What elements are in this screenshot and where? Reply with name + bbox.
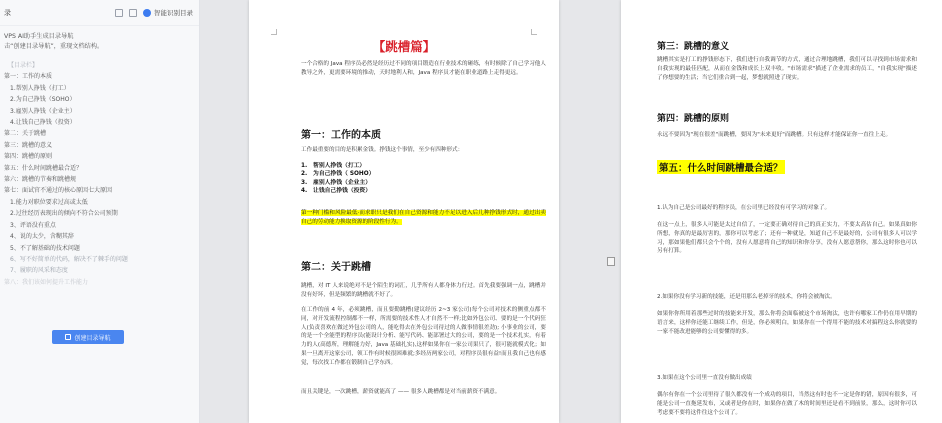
smart-toc-label: 智能识别目录 [154, 9, 193, 17]
paragraph: 永远不要因为"现在很差"而跳槽，要因为"未来更好"而跳槽。只有这样才能保证你一直往上走。 [657, 132, 892, 138]
toc-item[interactable]: 3.雇别人挣钱（企业主） [10, 107, 76, 115]
toc-item[interactable]: 第三：跳槽的意义 [4, 141, 53, 149]
intro-paragraph: 一个合格的 Java 程序员必然是经历过不同的项目锻造在行业技术的砸练，有时候除了自己学习他人教导之外，更需要环境的推动，天时地利人和，Java 程序员才能在职业道路上走得更远。 [301, 61, 546, 76]
toc-placeholder: 【目录栏】 [8, 62, 39, 69]
paragraph: 而且关键是，一次跳槽，薪资就能高了 —— 很多人跳槽都是对当前薪资不满意。 [301, 389, 501, 395]
toc-item[interactable]: 2.为自己挣钱（SOHO） [10, 96, 76, 104]
paragraph: 工作最重要的目的是积累金钱。挣钱这个事情，至少有四种形式： [301, 147, 464, 153]
smart-toc-button[interactable] [143, 8, 193, 17]
toc-item[interactable]: 第四：跳槽的原则 [4, 153, 53, 161]
ai-tip-line2: 击“创建目录导航”，重现文档结构。 [4, 43, 104, 50]
paragraph: 在工作的前 4 年，必须跳槽，而且要勤跳槽(建议经历 2~3 家公司)每个公司对技术的侧重点都不同，对开发流程控制都不一样，所需要的技术性人才自然不一样;比如外包公司、要的是一个代码狂人(负责喜欢在做过外包公司的人，能吃得去在外包公司待过的人做事情很差劲); 小事业的公司，要的是一个全能型的程序员(能设计分析、能写代码、能部署过大的公司，要的是一个技术扎实，有着力的人(高德所，理解能力好，Java 基础扎实),这样如果你在一家公司果只了，很可能就模式化；如果一旦离开这家公司，领工作有时候很困难就;多经历两家公司，对程序员很有益!而且我自己也有感觉，每次找工作都在锻制自己学东西。 [301, 307, 546, 366]
sidebar-title: 录 [4, 8, 11, 17]
list-item: 2. 为自己挣钱（ SOHO） [301, 171, 375, 178]
smart-toc-icon [143, 9, 151, 17]
sidebar-toolbar [115, 8, 193, 17]
toc-item[interactable]: 第七：面试官不通过的核心原因七大原因 [4, 187, 113, 195]
paragraph: 跳槽，对 IT 人来说绝对不是个陌生的词汇，几乎所有人都身体力行过。首先我要强调一点，跳槽并没有好坏，但是频繁的跳槽就不好了。 [301, 283, 546, 298]
paragraph: 1.认为自己是公司最好的程序员，在公司里已经没有可学习的对象了。 [657, 205, 831, 211]
toc-item[interactable]: 第二：关于跳槽 [4, 130, 47, 138]
create-toc-button[interactable] [52, 330, 124, 344]
comment-icon[interactable] [607, 257, 615, 266]
highlight-text: 第一种门槛和风险最低·而求职只是我们在自己资源和能力不足以进入后几种挣钱形式时，通过出卖自己的劳动能力换取资源的阶段性行为。 [301, 210, 546, 225]
earning-list [301, 162, 375, 195]
paragraph: 在这一点上，很多人可能是太过自信了，一定要正确对待自己的真正实力，不要太高估自己。如果真如你所想，你真的是最厉害的，那你可以考虑了；还有一种就是，知道自己不是最好的，公司有很多人可以学习，那如果他们都只会个个的，没有人愿意将自己的知识和你分享，没有人愿意帮你，那么这时你也可以另有打算。 [657, 222, 917, 255]
toc-item[interactable]: 4.让钱自己挣钱（投资） [10, 119, 76, 127]
create-toc-label: 创建目录导航 [74, 334, 111, 342]
document-page-2 [621, 0, 942, 423]
toc-item[interactable]: 6、写不好简单的代码，解决不了棘手的问题 [10, 255, 128, 263]
heading-work-essence: 第一：工作的本质 [301, 130, 381, 141]
document-page-1 [249, 0, 559, 423]
ai-tip [0, 26, 199, 58]
toc-item[interactable]: 1.能力对职位要求过高或太低 [10, 198, 88, 206]
page-corner-mark [531, 29, 537, 35]
paragraph: 2.如果你没有学习新的技能，还是用那么老掉牙的技术，你将会被淘汰。 [657, 294, 836, 300]
toc-item[interactable]: 5、不了解基础的技术问题 [10, 244, 80, 252]
toc-item[interactable]: 3、评语没有重点 [10, 221, 56, 229]
paragraph: 3.如果在这个公司里一直没有做出成绩 [657, 375, 752, 381]
heading-principle: 第四：跳槽的原则 [657, 114, 730, 124]
list-item: 4. 让钱自己挣钱（投资） [301, 187, 372, 194]
pin-icon[interactable] [115, 9, 123, 17]
document-title: 【跳槽篇】 [372, 39, 436, 54]
toc-list [0, 58, 199, 288]
ai-tip-line1: VPS AI助手生成目录导航 [4, 33, 74, 40]
toc-item[interactable]: 1.帮别人挣钱（打工） [10, 84, 70, 92]
list-item: 1. 帮别人挣钱（打工） [301, 163, 366, 169]
list-item: 3. 雇别人挣钱（企业主） [301, 179, 372, 186]
collapse-icon[interactable] [129, 9, 137, 17]
toc-item[interactable]: 4、说的太少，含糊其辞 [10, 233, 74, 241]
toc-item[interactable]: 第一：工作的本质 [4, 73, 53, 81]
sidebar-header [0, 0, 199, 26]
toc-item[interactable]: 第六：跳槽的节奏和跳槽规 [4, 176, 77, 184]
paragraph: 如果你你所用着那些过时的技能来开发，那么你将会面临被这个市场淘汰，也许有哪家工作仍在用早期的语言来，这样你还能工继续工作，但是，你必须明白，如果你在一个得用不能的技术对搞程这么你就要的一家不能改进能够的公司要懂得的多。 [657, 311, 917, 335]
toc-sidebar [0, 0, 200, 423]
paragraph: 偶尔有你在一个公司里待了很久都没有一个成功的项目，当然这有时也不一定是你的错，原因有很多，可能是公司一直拖延发布，又或者是你在时，如果你在做了木的时间里还是看不到前景，那么，这时你可以考虑要不要将这件往这个公司了。 [657, 392, 917, 416]
toc-item[interactable]: 7、履职的风采和态度 [10, 267, 68, 275]
toc-item[interactable]: 第八：我们该如何提升工作能力 [4, 278, 89, 286]
heading-meaning: 第三：跳槽的意义 [657, 42, 730, 52]
page-corner-mark [271, 29, 277, 35]
heading-best-time: 第五：什么时间跳槽最合适？ [657, 160, 785, 174]
heading-about-job-hopping: 第二：关于跳槽 [301, 262, 371, 273]
plus-icon [65, 334, 71, 340]
highlighted-paragraph [301, 209, 546, 227]
toc-item[interactable]: 第五：什么时间跳槽最合适？ [4, 164, 83, 172]
paragraph: 跳槽其实是打工的挣钱形态下，我们进行自我调节的方式，通过合理地跳槽，我们可以寻找到市场需求和自我实现的最佳匹配，从而在金钱和成长上双丰收。"市场需求"描述了企业需求的员工，"自我实现"描述了你想要的生活；当它们重合到一起，梦想就照进了现实。 [657, 57, 917, 81]
toc-item[interactable]: 2.过往经历表现出的倾向不符合公司预期 [10, 210, 118, 218]
